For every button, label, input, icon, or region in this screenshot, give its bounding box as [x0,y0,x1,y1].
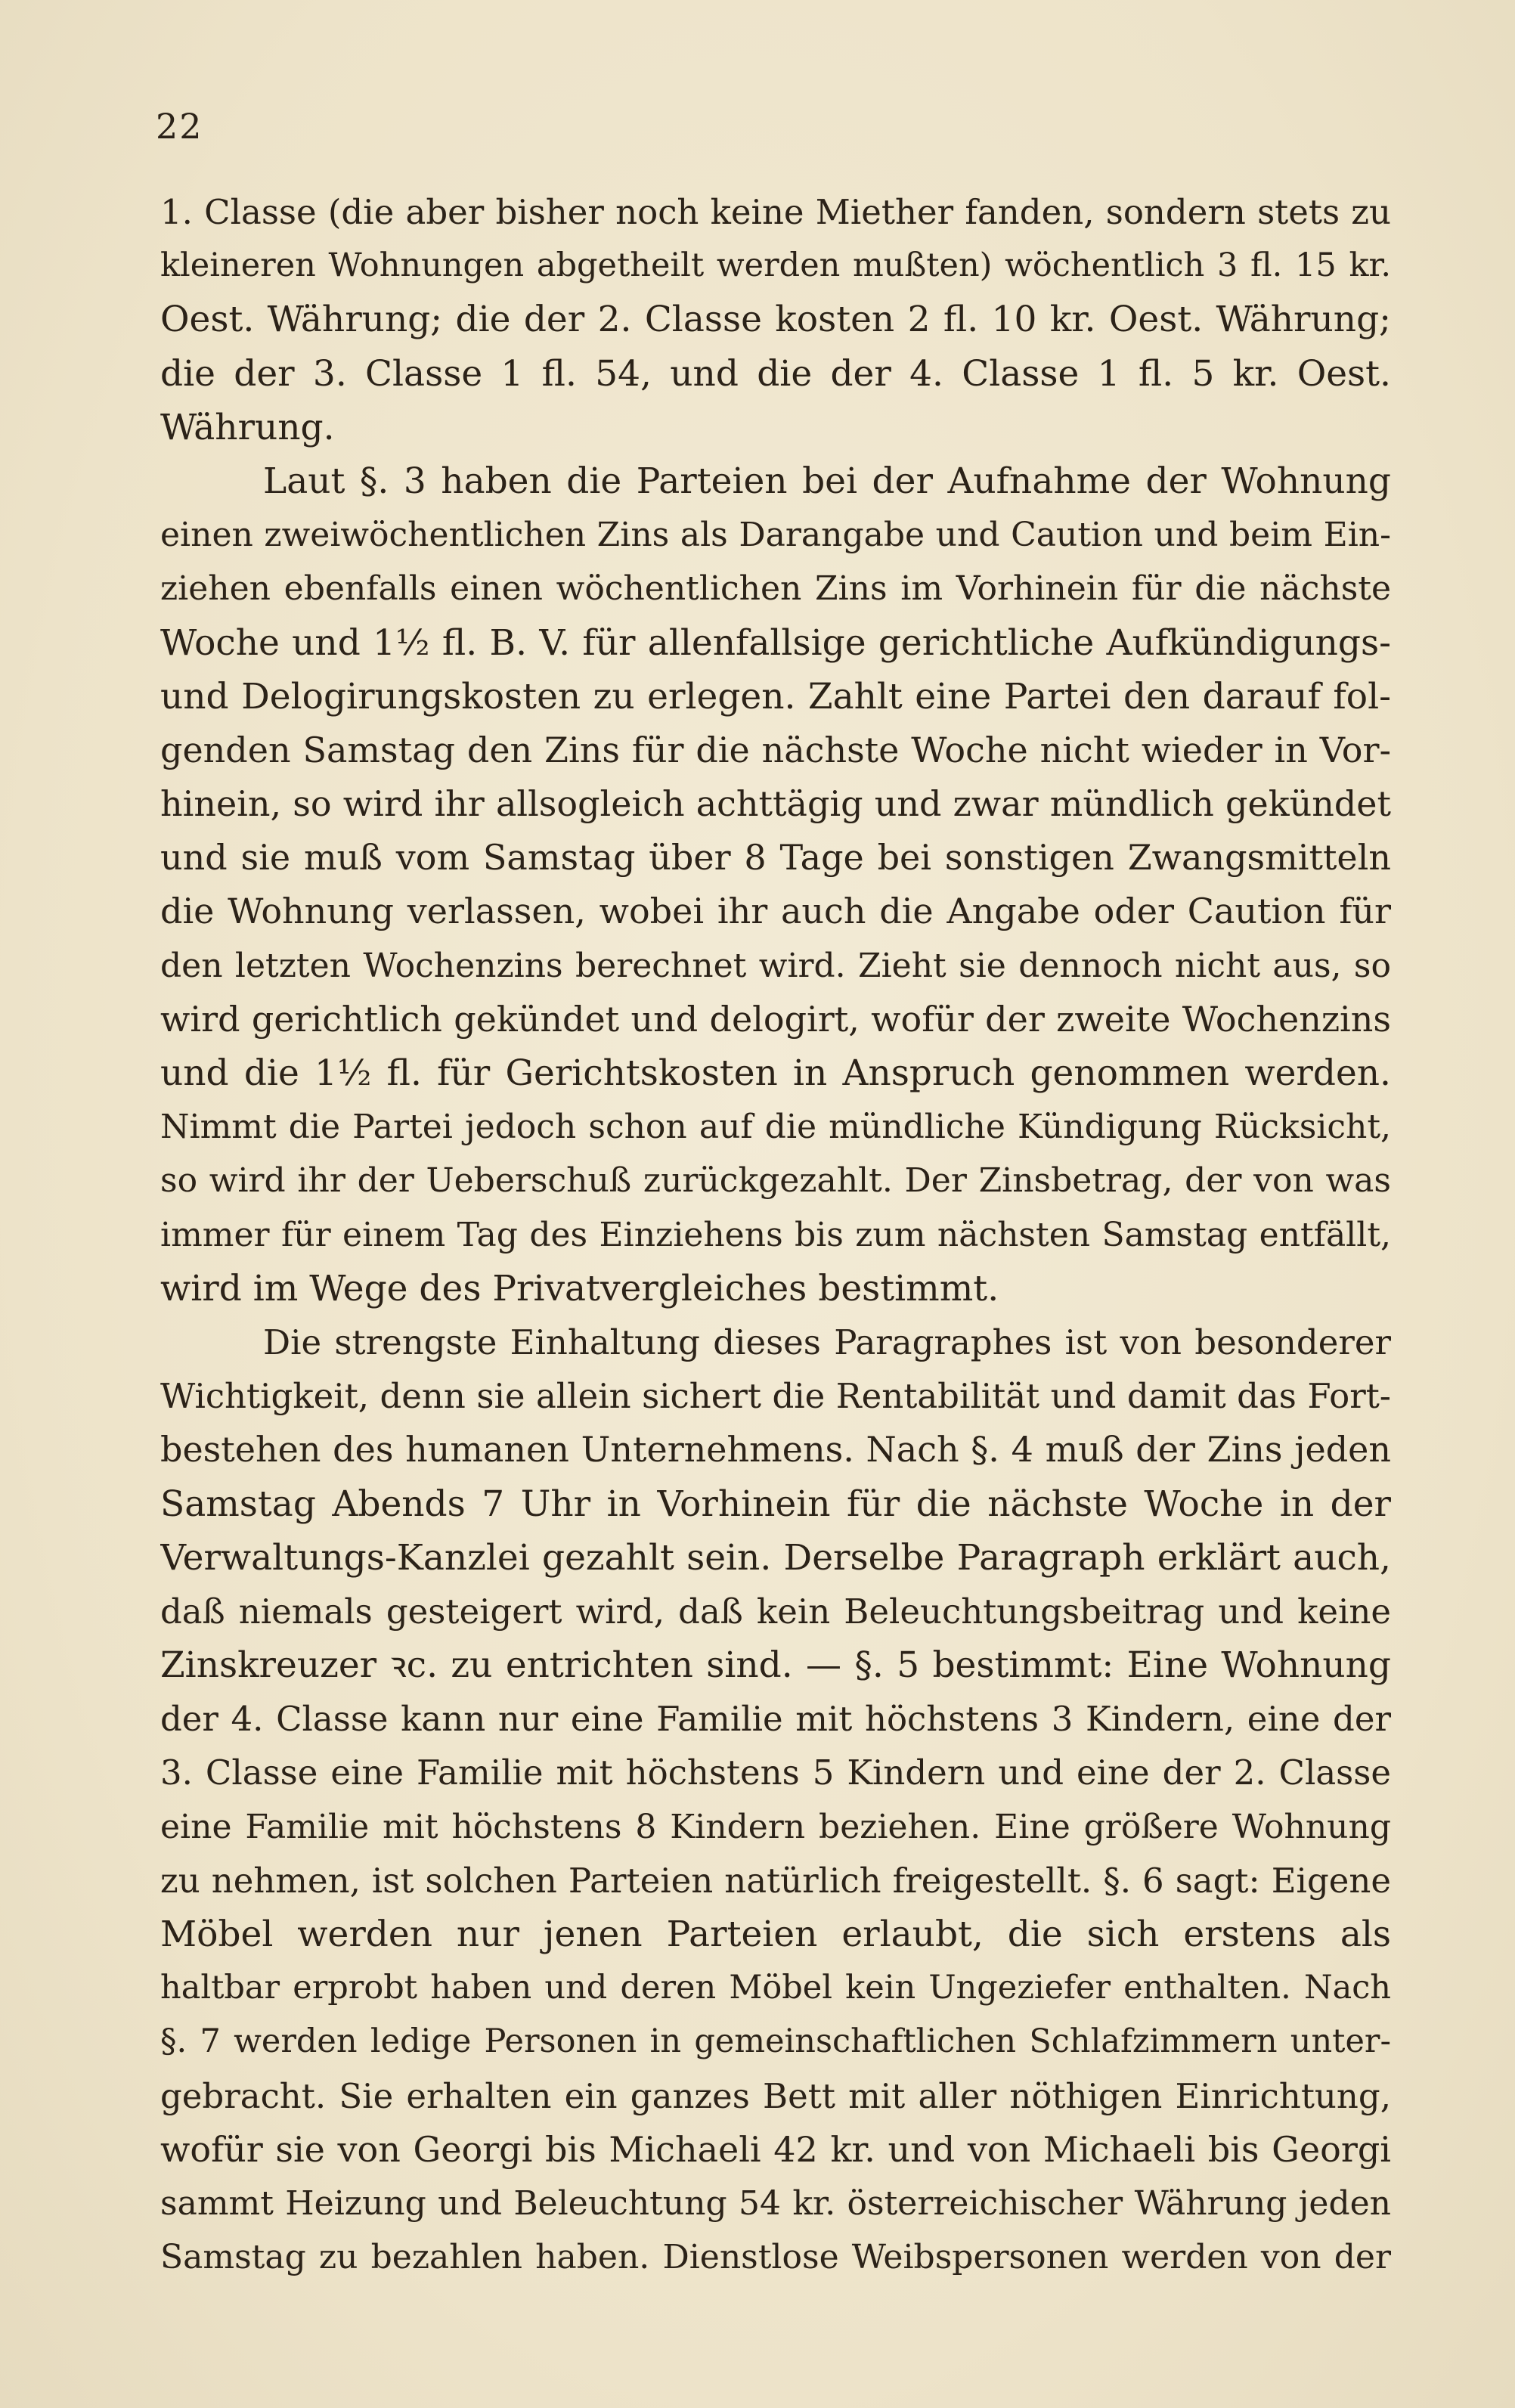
text-line: Samstag zu bezahlen haben. Dienstlose Weibspersonen werden von der [160,2238,1391,2277]
text-line: bestehen des humanen Unternehmens. Nach §. 4 muß der Zins jeden [160,1429,1391,1471]
text-line: Möbel werden nur jenen Parteien erlaubt, die sich erstens als [160,1914,1391,1955]
text-line: zu nehmen, ist solchen Parteien natürlich freigestellt. §. 6 sagt: Eigene [160,1860,1391,1901]
text-line: Nimmt die Partei jedoch schon auf die mündliche Kündigung Rücksicht, [160,1108,1391,1147]
text-line: Zinskreuzer ꝛc. zu entrichten sind. — §. 5 bestimmt: Eine Wohnung [160,1644,1391,1687]
text-line: ziehen ebenfalls einen wöchentlichen Zins im Vorhinein für die nächste [160,569,1391,609]
text-line: Woche und 1½ fl. B. V. für allenfallsige gerichtliche Aufkündigungs- [160,621,1391,664]
page-number: 22 [156,106,203,147]
text-line: §. 7 werden ledige Personen in gemeinschaftlichen Schlafzimmern unter- [160,2022,1391,2061]
text-line: Oest. Währung; die der 2. Classe kosten 2 fl. 10 kr. Oest. Währung; [160,299,1391,341]
text-line: haltbar erprobt haben und deren Möbel kein Ungeziefer enthalten. Nach [160,1969,1391,2007]
text-line: daß niemals gesteigert wird, daß kein Beleuchtungsbeitrag und keine [160,1591,1391,1632]
text-line: Die strengste Einhaltung dieses Paragraphes ist von besonderer [263,1322,1391,1362]
text-line: der 4. Classe kann nur eine Familie mit höchstens 3 Kindern, eine der [160,1699,1391,1740]
text-line: wird im Wege des Privatvergleiches bestimmt. [160,1267,999,1309]
text-line: einen zweiwöchentlichen Zins als Darangabe und Caution und beim Ein- [160,516,1391,555]
text-line: genden Samstag den Zins für die nächste Woche nicht wieder in Vor- [160,729,1391,770]
text-line: Währung. [160,406,335,448]
text-line: die der 3. Classe 1 fl. 54, und die der 4. Classe 1 fl. 5 kr. Oest. [160,352,1391,395]
text-line: Samstag Abends 7 Uhr in Vorhinein für die nächste Woche in der [160,1483,1391,1525]
text-line: immer für einem Tag des Einziehens bis zum nächsten Samstag entfällt, [160,1215,1391,1254]
text-line: so wird ihr der Ueberschuß zurückgezahlt. Der Zinsbetrag, der von was [160,1161,1391,1201]
text-line: die Wohnung verlassen, wobei ihr auch die Angabe oder Caution für [160,891,1391,932]
text-line: gebracht. Sie erhalten ein ganzes Bett mit aller nöthigen Einrichtung, [160,2075,1391,2116]
body-text [160,185,1391,2284]
text-line: 3. Classe eine Familie mit höchstens 5 Kindern und eine der 2. Classe [160,1753,1391,1793]
text-line: hinein, so wird ihr allsogleich achttägig und zwar mündlich gekündet [160,783,1391,825]
text-line: 1. Classe (die aber bisher noch keine Miether fanden, sondern stets zu [160,192,1391,232]
text-line: kleineren Wohnungen abgetheilt werden mußten) wöchentlich 3 fl. 15 kr. [160,246,1391,285]
text-line: wofür sie von Georgi bis Michaeli 42 kr. und von Michaeli bis Georgi [160,2128,1391,2170]
text-line: und die 1½ fl. für Gerichtskosten in Anspruch genommen werden. [160,1052,1391,1094]
text-line: Wichtigkeit, denn sie allein sichert die Rentabilität und damit das Fort- [160,1376,1391,1417]
text-line: den letzten Wochenzins berechnet wird. Zieht sie dennoch nicht aus, so [160,946,1391,985]
text-line: und sie muß vom Samstag über 8 Tage bei sonstigen Zwangsmitteln [160,837,1391,879]
text-line: Laut §. 3 haben die Parteien bei der Aufnahme der Wohnung [263,460,1391,502]
text-line: und Delogirungskosten zu erlegen. Zahlt eine Partei den darauf fol- [160,675,1391,717]
text-line: sammt Heizung und Beleuchtung 54 kr. österreichischer Währung jeden [160,2183,1391,2223]
text-line: wird gerichtlich gekündet und delogirt, wofür der zweite Wochenzins [160,998,1391,1040]
text-line: eine Familie mit höchstens 8 Kindern beziehen. Eine größere Wohnung [160,1807,1391,1846]
text-line: Verwaltungs-Kanzlei gezahlt sein. Derselbe Paragraph erklärt auch, [160,1536,1391,1579]
